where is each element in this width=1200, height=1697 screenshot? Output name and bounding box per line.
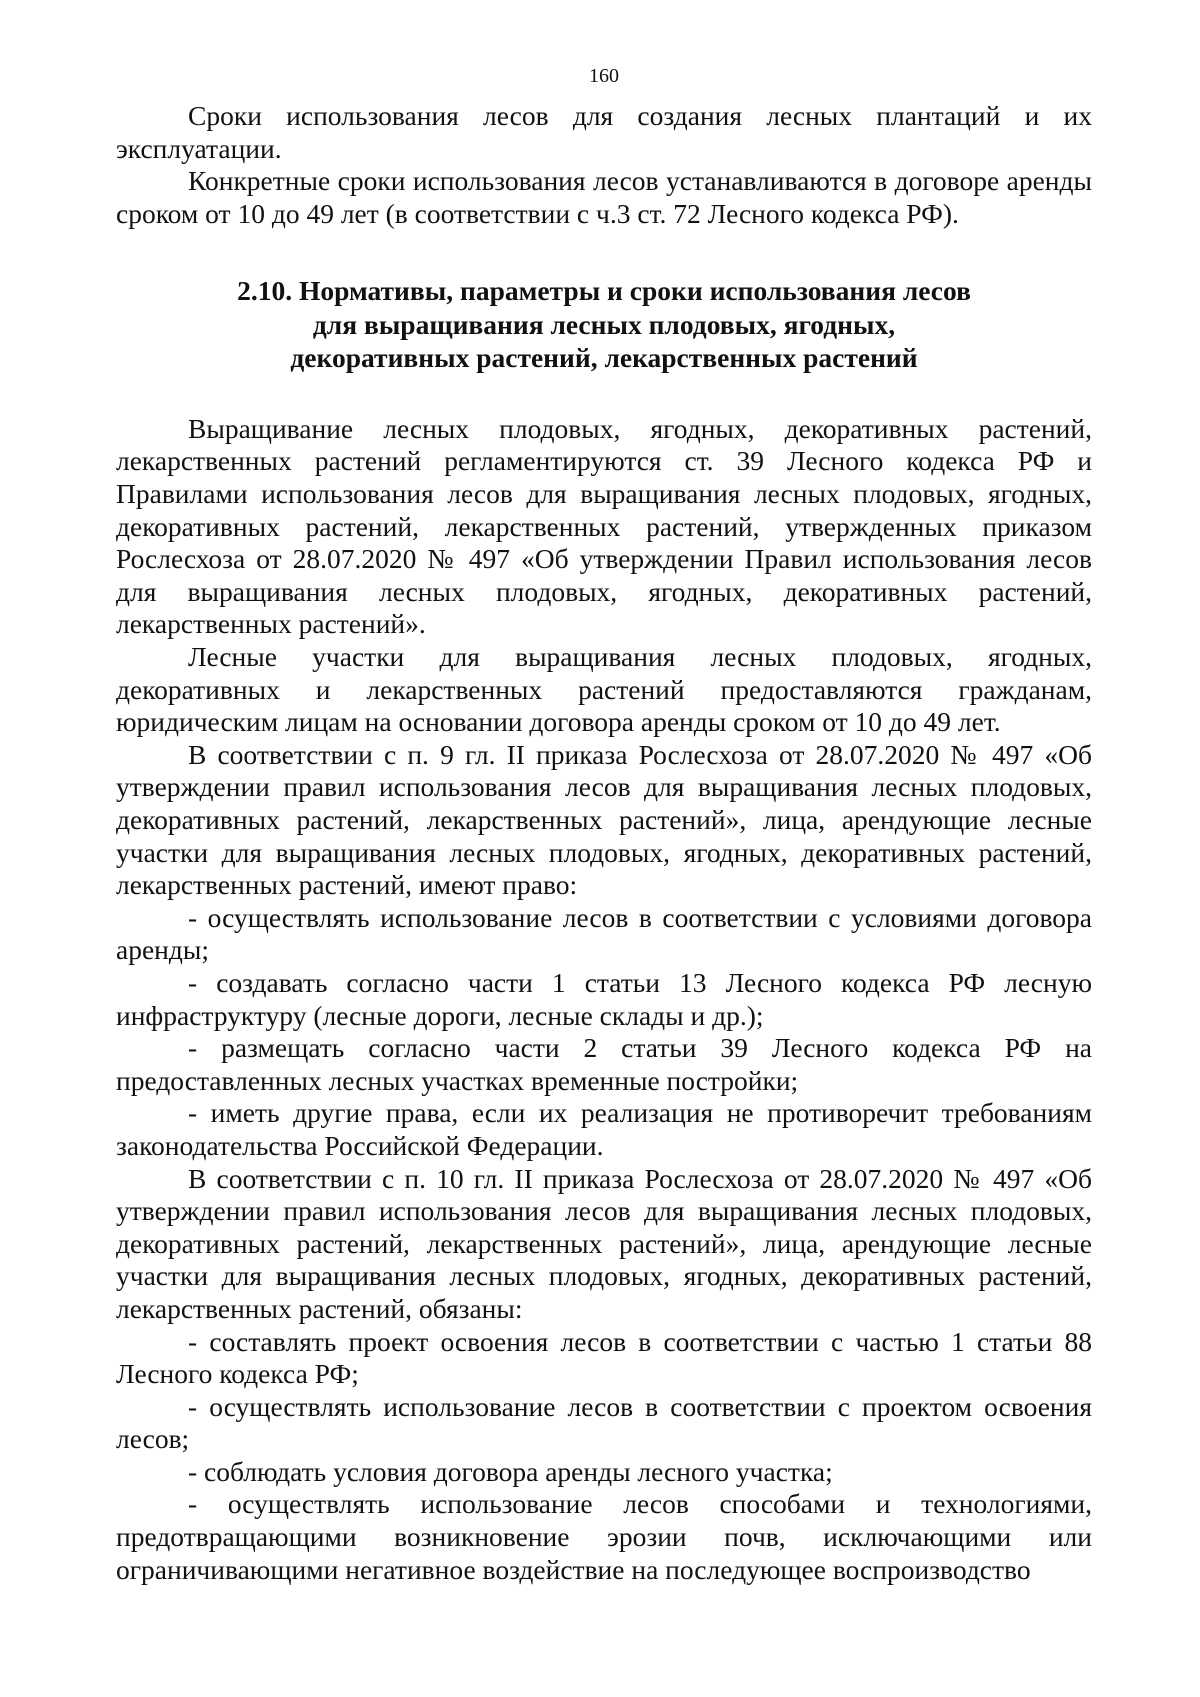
paragraph-body-1: Выращивание лесных плодовых, ягодных, декоративных растений, лекарственных растений регламентируются ст. 39 Лесного кодекса РФ и Правилами использования лесов для выращивания лесных плодовых, ягодных, декоративных растений, лекарственных растений, утвержденных приказом Рослесхоза от 28.07.2020 № 497 «Об утверждении Правил использования лесов для выращивания лесных плодовых, ягодных, декоративных растений, лекарственных растений». (116, 412, 1092, 640)
rights-item: - размещать согласно части 2 статьи 39 Лесного кодекса РФ на предоставленных лесных участках временные постройки; (116, 1032, 1092, 1096)
paragraph-intro-1: Сроки использования лесов для создания лесных плантаций и их эксплуатации. (116, 100, 1092, 164)
rights-item: - создавать согласно части 1 статьи 13 Лесного кодекса РФ лесную инфраструктуру (лесные дороги, лесные склады и др.); (116, 966, 1092, 1031)
paragraph-body-3: В соответствии с п. 9 гл. II приказа Рослесхоза от 28.07.2020 № 497 «Об утверждении правил использования лесов для выращивания лесных плодовых, декоративных растений, лекарственных растений», лица, арендующие лесные участки для выращивания лесных плодовых, ягодных, декоративных растений, лекарственных растений, имеют право: (116, 738, 1092, 901)
rights-item: - иметь другие права, если их реализация не противоречит требованиям законодательства Российской Федерации. (116, 1097, 1092, 1161)
paragraph-obligations-intro: В соответствии с п. 10 гл. II приказа Рослесхоза от 28.07.2020 № 497 «Об утверждении правил использования лесов для выращивания лесных плодовых, декоративных растений, лекарственных растений», лица, арендующие лесные участки для выращивания лесных плодовых, ягодных, декоративных растений, лекарственных растений, обязаны: (116, 1162, 1092, 1324)
obligations-item: - составлять проект освоения лесов в соответствии с частью 1 статьи 88 Лесного кодекса РФ; (116, 1325, 1092, 1390)
obligations-item: - осуществлять использование лесов в соответствии с проектом освоения лесов; (116, 1390, 1092, 1455)
section-heading-line: 2.10. Нормативы, параметры и сроки использования лесов (237, 275, 971, 307)
paragraph-intro-2: Конкретные сроки использования лесов устанавливаются в договоре аренды сроком от 10 до 49 лет (в соответствии с ч.3 ст. 72 Лесного кодекса РФ). (116, 165, 1092, 229)
section-heading (116, 274, 1092, 375)
paragraph-body-2: Лесные участки для выращивания лесных плодовых, ягодных, декоративных и лекарственных растений предоставляются гражданам, юридическим лицам на основании договора аренды сроком от 10 до 49 лет. (116, 641, 1092, 738)
document-page (116, 64, 1092, 1586)
rights-item: - осуществлять использование лесов в соответствии с условиями договора аренды; (116, 901, 1092, 966)
section-heading-line: декоративных растений, лекарственных растений (290, 342, 918, 374)
obligations-item: - соблюдать условия договора аренды лесного участка; (188, 1455, 833, 1487)
page-number: 160 (589, 65, 619, 87)
section-heading-line: для выращивания лесных плодовых, ягодных, (312, 308, 896, 340)
obligations-item: - осуществлять использование лесов способами и технологиями, предотвращающими возникновение эрозии почв, исключающими или ограничивающими негативное воздействие на последующее воспроизводство (116, 1488, 1092, 1585)
